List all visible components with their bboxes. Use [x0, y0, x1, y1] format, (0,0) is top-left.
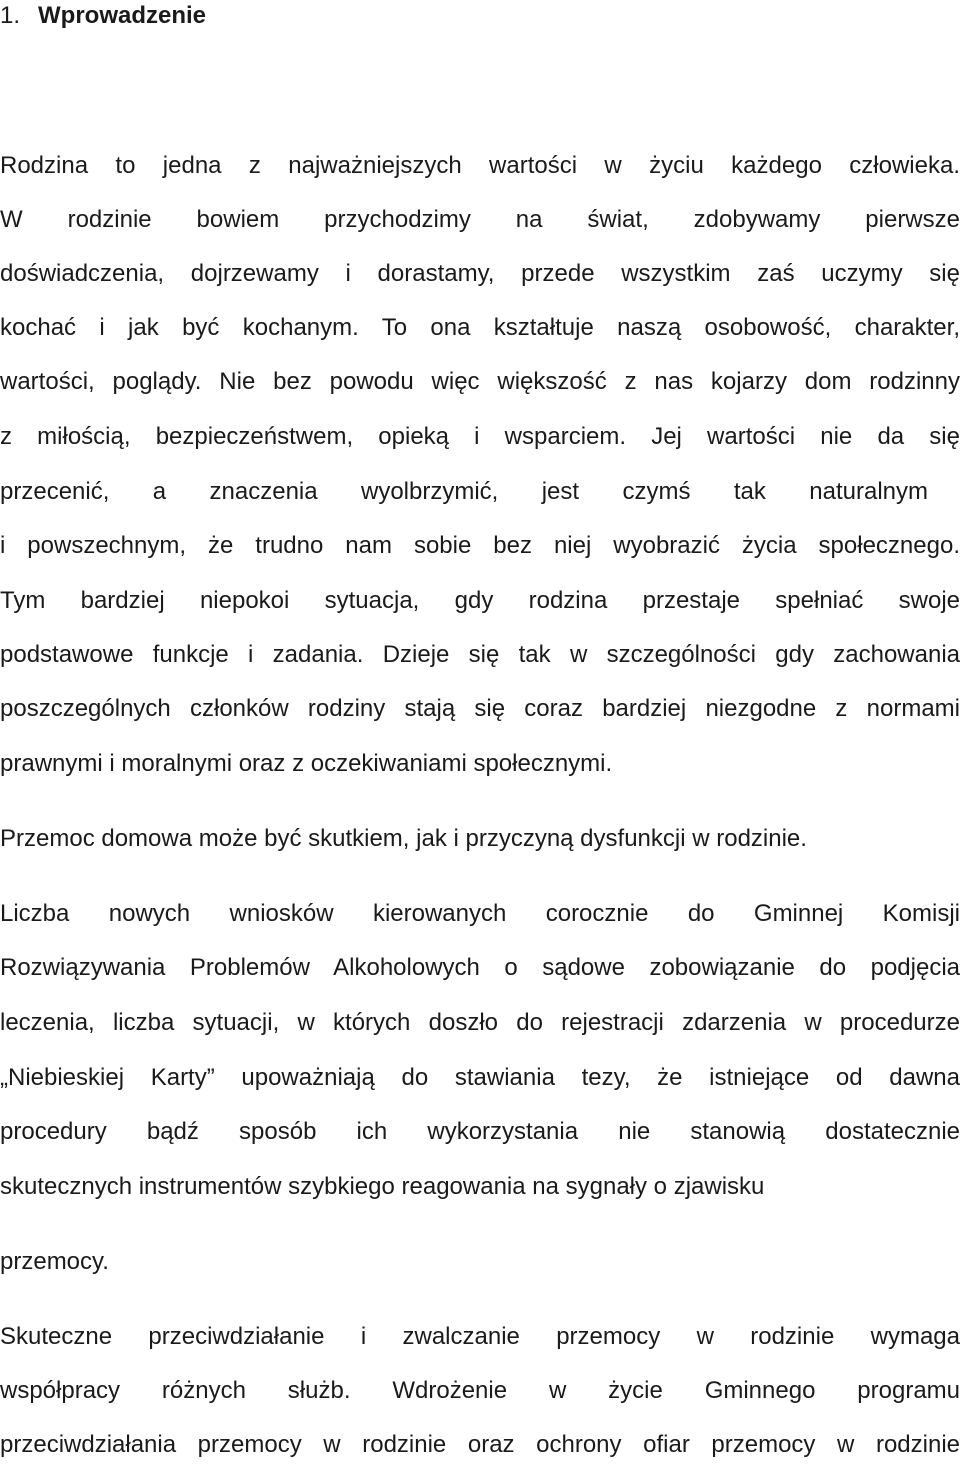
text-line: wartości, poglądy. Nie bez powodu więc większość z nas kojarzy dom rodzinny	[0, 368, 960, 395]
section-number: 1.	[0, 2, 21, 29]
text-line: kochać i jak być kochanym. To ona kształtuje naszą osobowość, charakter,	[0, 314, 960, 341]
text-line: skutecznych instrumentów szybkiego reagowania na sygnały o zjawisku	[0, 1173, 765, 1200]
text-line: Skuteczne przeciwdziałanie i zwalczanie przemocy w rodzinie wymaga	[0, 1323, 960, 1350]
text-line: doświadczenia, dojrzewamy i dorastamy, przede wszystkim zaś uczymy się	[0, 260, 960, 287]
text-line: prawnymi i moralnymi oraz z oczekiwaniami społecznymi.	[0, 750, 613, 777]
text-line: poszczególnych członków rodziny stają się coraz bardziej niezgodne z normami	[0, 695, 960, 722]
text-line: przemocy.	[0, 1248, 109, 1275]
section-heading	[0, 0, 206, 32]
section-title: Wprowadzenie	[38, 2, 207, 29]
text-line: współpracy różnych służb. Wdrożenie w życie Gminnego programu	[0, 1377, 960, 1404]
text-line: W rodzinie bowiem przychodzimy na świat, zdobywamy pierwsze	[0, 206, 960, 233]
text-line: i powszechnym, że trudno nam sobie bez niej wyobrazić życia społecznego.	[0, 532, 960, 559]
text-line: „Niebieskiej Karty” upoważniają do stawiania tezy, że istniejące od dawna	[0, 1064, 960, 1091]
text-line: Rodzina to jedna z najważniejszych wartości w życiu każdego człowieka.	[0, 152, 960, 179]
text-line: przeciwdziałania przemocy w rodzinie oraz ochrony ofiar przemocy w rodzinie	[0, 1431, 960, 1458]
text-line: procedury bądź sposób ich wykorzystania nie stanowią dostatecznie	[0, 1118, 960, 1145]
text-line: Przemoc domowa może być skutkiem, jak i przyczyną dysfunkcji w rodzinie.	[0, 825, 807, 852]
text-line: przecenić, a znaczenia wyolbrzymić, jest czymś tak naturalnym	[0, 478, 928, 505]
text-line: Liczba nowych wniosków kierowanych corocznie do Gminnej Komisji	[0, 900, 960, 927]
text-line: Tym bardziej niepokoi sytuacja, gdy rodzina przestaje spełniać swoje	[0, 587, 960, 614]
text-line: leczenia, liczba sytuacji, w których doszło do rejestracji zdarzenia w procedurze	[0, 1009, 960, 1036]
text-line: podstawowe funkcje i zadania. Dzieje się tak w szczególności gdy zachowania	[0, 641, 960, 668]
text-line: z miłością, bezpieczeństwem, opieką i wsparciem. Jej wartości nie da się	[0, 423, 960, 450]
text-line: Rozwiązywania Problemów Alkoholowych o sądowe zobowiązanie do podjęcia	[0, 954, 960, 981]
